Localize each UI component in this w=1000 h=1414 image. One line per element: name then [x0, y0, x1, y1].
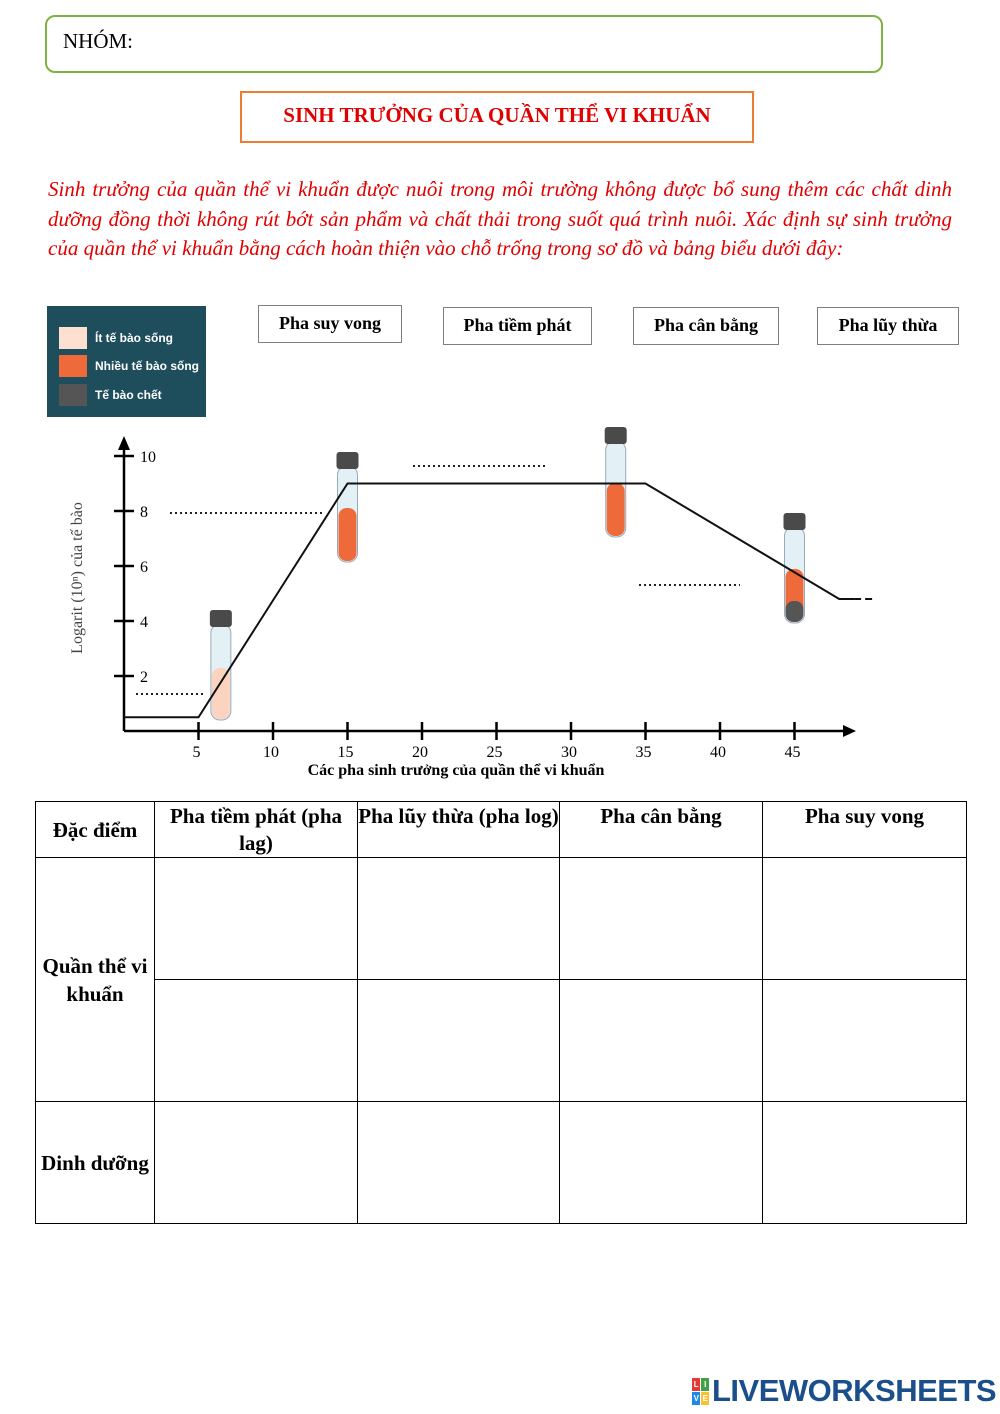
y-tick-label: 2 [140, 669, 148, 686]
answer-cell[interactable] [560, 980, 763, 1102]
brand-name: LIVEWORKSHEETS [712, 1373, 997, 1408]
x-tick-label: 15 [337, 744, 354, 761]
x-tick-label: 10 [263, 744, 279, 761]
answer-cell[interactable] [155, 1102, 358, 1224]
x-tick-label: 30 [561, 744, 577, 761]
x-tick-label: 5 [192, 744, 201, 761]
test-tube [337, 452, 359, 562]
answer-cell[interactable] [358, 1102, 560, 1224]
instructions-text: Sinh trưởng của quần thể vi khuẩn được nuôi trong môi trường không được bổ sung thêm các chất dinh dưỡng đồng thời không rút bớt sản phẩm và chất thải trong suốt quá trình nuôi. Xác định sự sinh trưởng của quần thể vi khuẩn bằng cách hoàn thiện vào chỗ trống trong sơ đồ và bảng biểu dưới đây: [48, 177, 952, 260]
test-tube [210, 610, 232, 720]
y-tick-label: 4 [140, 614, 148, 631]
header-feature: Đặc điểm [36, 802, 155, 858]
group-label: NHÓM: [63, 29, 134, 53]
header-decline: Pha suy vong [763, 802, 967, 858]
answer-cell[interactable] [763, 858, 967, 980]
answer-cell[interactable] [155, 980, 358, 1102]
x-tick-label: 45 [784, 744, 801, 761]
answer-cell[interactable] [155, 858, 358, 980]
x-tick-label: 35 [635, 744, 652, 761]
x-tick-label: 40 [710, 744, 726, 761]
growth-curve-line [124, 484, 854, 718]
row-label-population: Quần thể vi khuẩn [36, 858, 155, 1102]
answer-cell[interactable] [358, 858, 560, 980]
phase-option-lag[interactable]: Pha tiềm phát [443, 307, 592, 345]
axis-labels [69, 449, 801, 779]
legend-label: Nhiều tế bào sống [95, 359, 200, 373]
y-tick-label: 6 [140, 559, 148, 576]
legend-label: Ít tế bào sống [95, 331, 173, 345]
x-tick-label: 25 [486, 744, 503, 761]
liveworksheets-logo [692, 1373, 996, 1409]
tube-cap [605, 427, 627, 444]
answer-cell[interactable] [560, 1102, 763, 1224]
tube-liquid [607, 483, 625, 536]
header-log: Pha lũy thừa (pha log) [358, 802, 560, 858]
tube-cap [337, 452, 359, 469]
legend-label: Tế bào chết [95, 388, 162, 402]
answer-cell[interactable] [560, 858, 763, 980]
tube-liquid [339, 508, 357, 561]
tube-cap [784, 513, 806, 530]
growth-curve [124, 484, 872, 718]
y-axis-title: Logarit (10ⁿ) của tế bào [69, 502, 86, 654]
tube-cap [210, 610, 232, 627]
x-tick-label: 20 [412, 744, 428, 761]
y-tick-label: 10 [140, 449, 156, 466]
phase-option-decline[interactable]: Pha suy vong [258, 305, 402, 343]
answer-cell[interactable] [763, 1102, 967, 1224]
x-axis-arrow [843, 725, 856, 737]
test-tube [605, 427, 627, 537]
row-label-nutrition: Dinh dưỡng [36, 1102, 155, 1224]
answer-cell[interactable] [763, 980, 967, 1102]
header-lag: Pha tiềm phát (pha lag) [155, 802, 358, 858]
phase-option-stationary[interactable]: Pha cân bằng [633, 307, 779, 345]
tube-dead-cells [786, 601, 804, 622]
page-title: SINH TRƯỞNG CỦA QUẦN THỂ VI KHUẨN [240, 91, 754, 143]
phase-characteristics-table [35, 801, 967, 1224]
answer-cell[interactable] [358, 980, 560, 1102]
x-axis-title: Các pha sinh trưởng của quần thể vi khuẩn [307, 762, 605, 779]
header-stationary: Pha cân bằng [560, 802, 763, 858]
phase-option-log[interactable]: Pha lũy thừa [817, 307, 959, 345]
y-axis-arrow [118, 436, 130, 450]
y-tick-label: 8 [140, 504, 148, 521]
test-tubes [210, 427, 806, 720]
logo-icon: L I V E [693, 1379, 708, 1403]
